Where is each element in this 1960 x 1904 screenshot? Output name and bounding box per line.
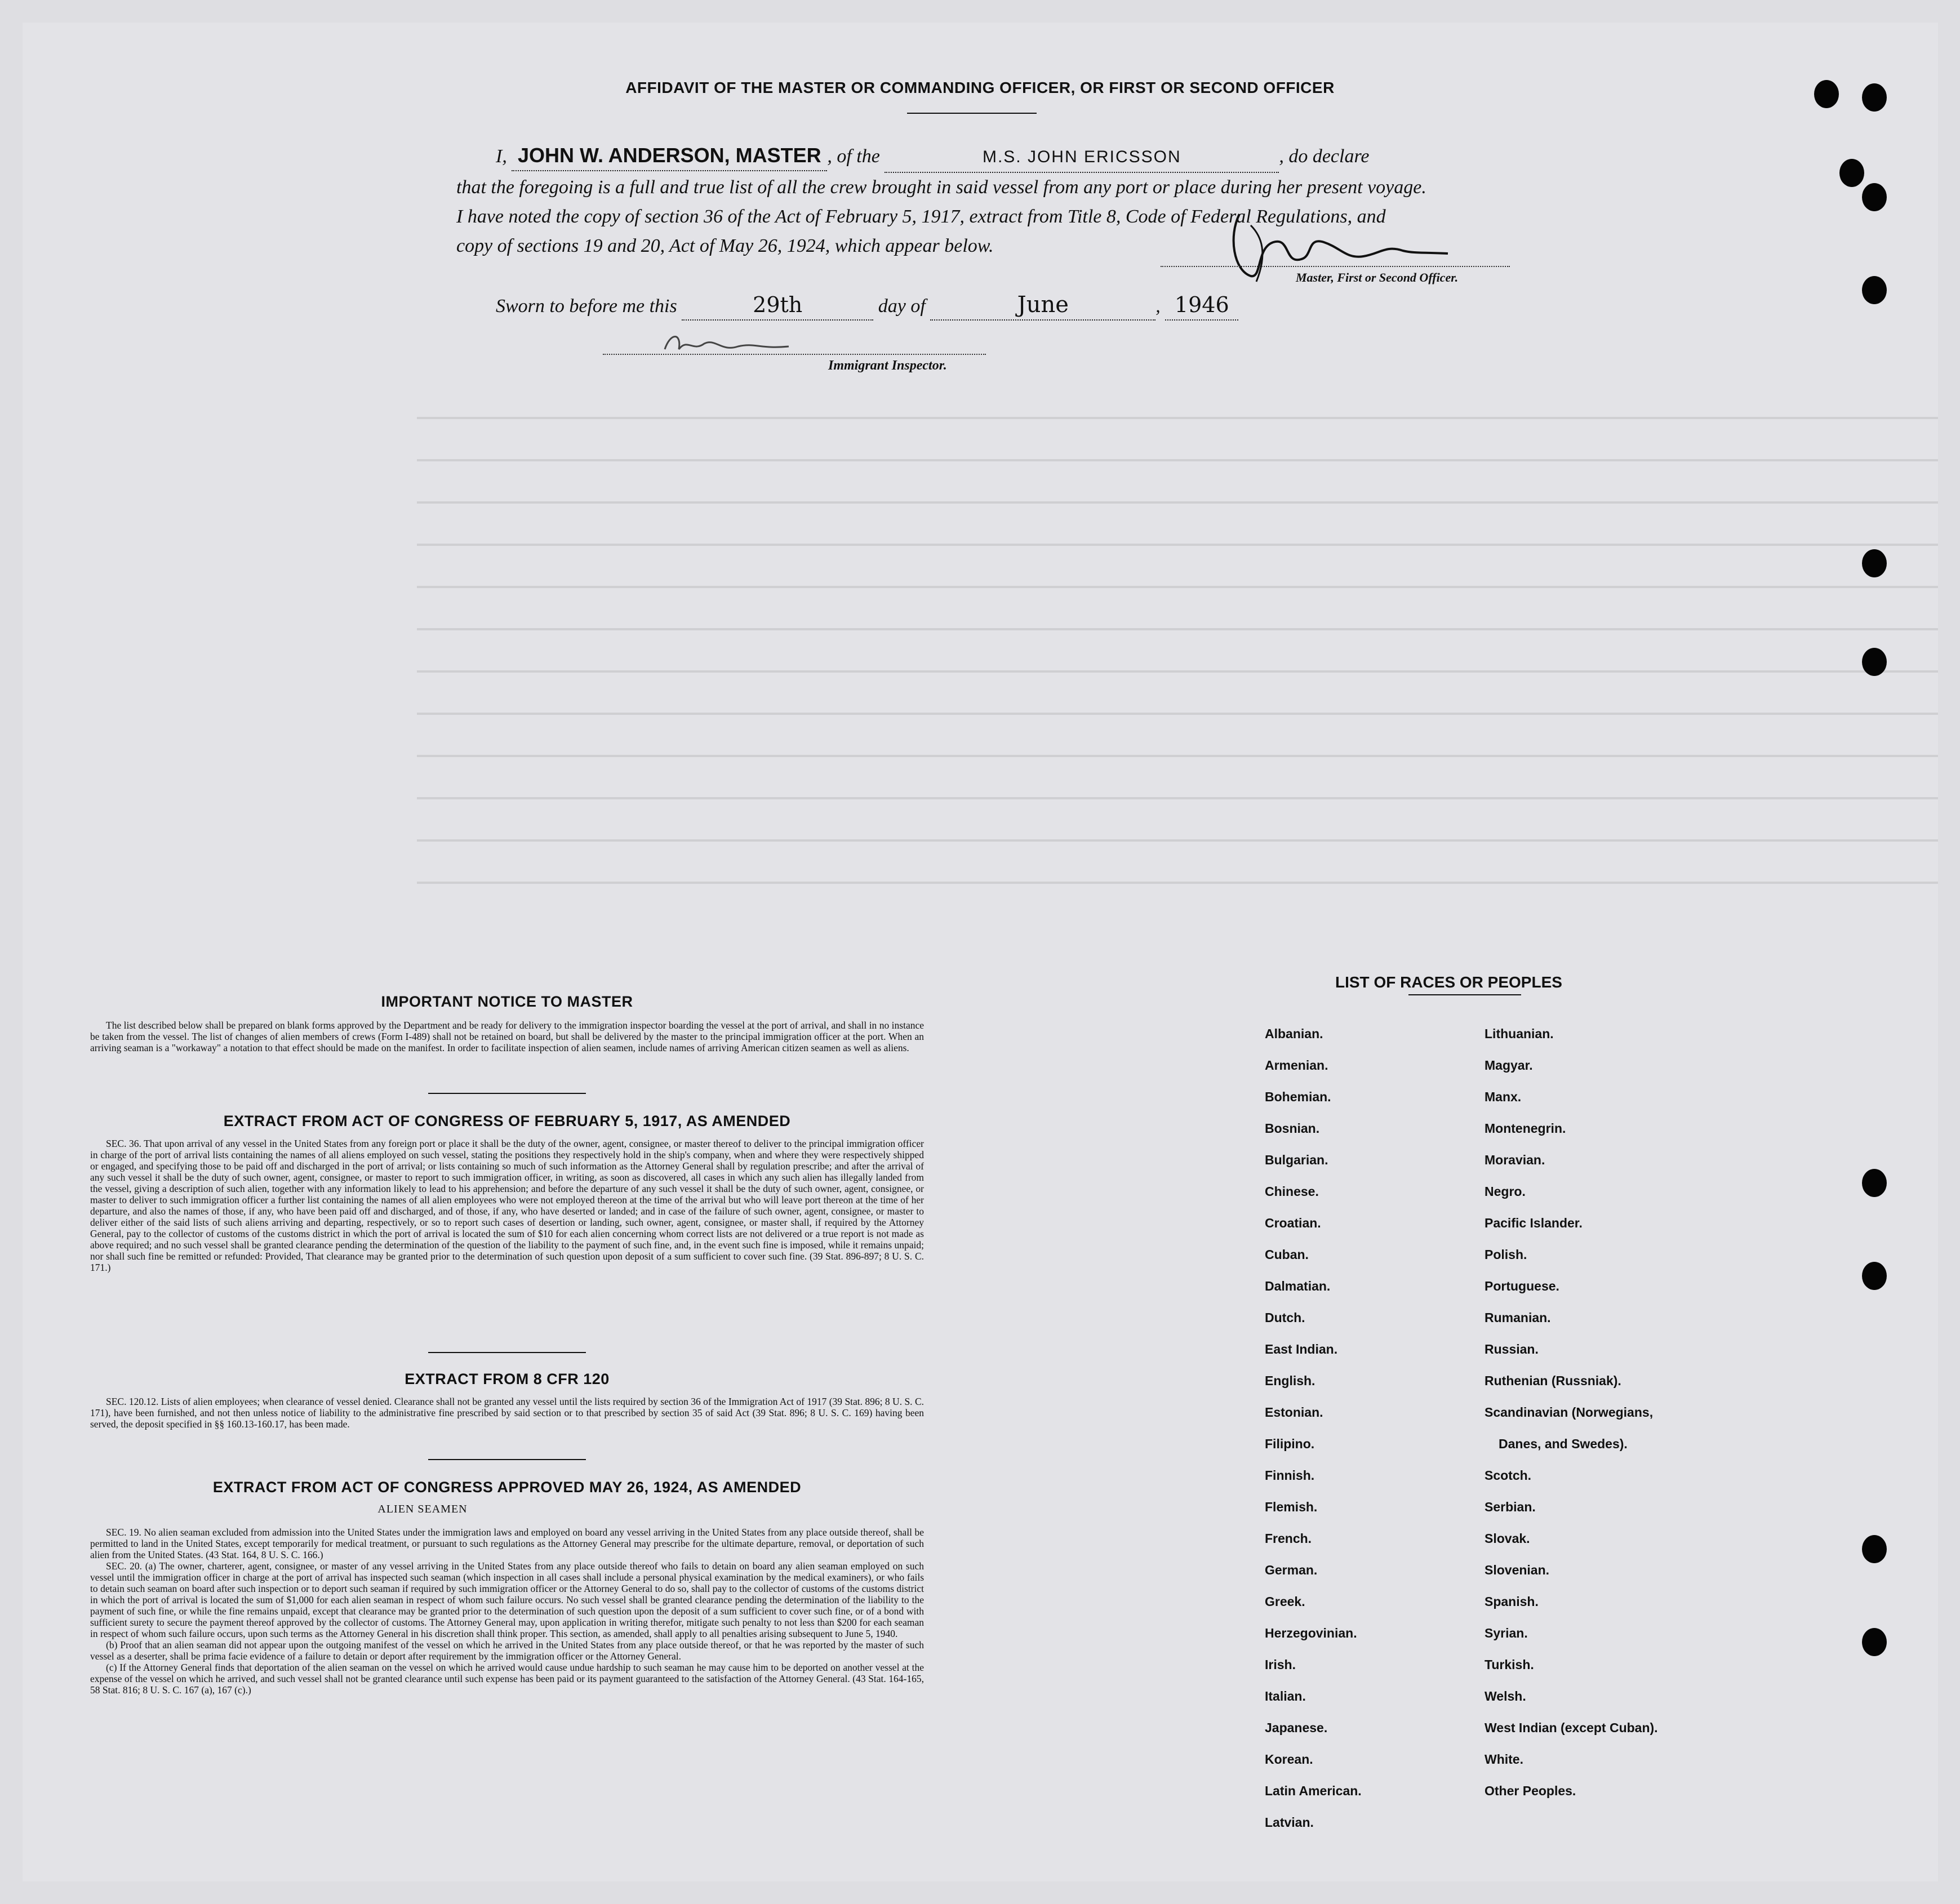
affidavit-line-3: I have noted the copy of section 36 of the Act of February 5, 1917, extract from Title 8, Code of Federal Regulations, and [456,206,1386,227]
vessel-name: M.S. JOHN ERICSSON [885,143,1279,173]
race-item: Scotch. [1485,1468,1532,1483]
race-item: English. [1265,1373,1315,1388]
alien-seamen-subtitle: ALIEN SEAMEN [377,1503,468,1515]
race-item: Estonian. [1265,1405,1323,1420]
race-item: Dalmatian. [1265,1279,1331,1293]
race-item: Filipino. [1265,1436,1315,1451]
extract-cfr-text: SEC. 120.12. Lists of alien employees; when clearance of vessel denied. Clearance shall not be granted any vessel until the lists required by section 36 of the Immigration Act of 1917 (39 Stat. 896; 8 U. S. C. 171), have been furnished, and not then unless notice of liability to the administrative fine prescribed by said section or to that prescribed by section 35 of said Act (39 Stat. 896; 8 U. S. C. 169) having been served, the deposit specified in §§ 160.13-160.17, has been made. [90,1396,924,1430]
master-name: JOHN W. ANDERSON, MASTER [512,141,827,171]
extract-cfr-title: EXTRACT FROM 8 CFR 120 [405,1371,610,1387]
race-item: White. [1485,1752,1523,1767]
race-item: Korean. [1265,1752,1313,1767]
race-item: Other Peoples. [1485,1783,1576,1798]
race-item: Scandinavian (Norwegians, [1485,1405,1654,1420]
races-title: LIST OF RACES OR PEOPLES [1335,973,1562,991]
race-item: Finnish. [1265,1468,1315,1483]
affidavit-line-1: I, JOHN W. ANDERSON, MASTER , of the M.S. JOHN ERICSSON , do declare [456,141,1527,173]
divider-3 [428,1459,586,1460]
affidavit-line-4: copy of sections 19 and 20, Act of May 26, 1924, which appear below. [456,235,994,256]
race-item: Turkish. [1485,1657,1534,1672]
inspector-signature [659,327,806,361]
notice-title: IMPORTANT NOTICE TO MASTER [381,993,633,1010]
extract-1924-title: EXTRACT FROM ACT OF CONGRESS APPROVED MAY 26, 1924, AS AMENDED [212,1479,802,1496]
race-item: Welsh. [1485,1689,1526,1703]
race-item: Croatian. [1265,1216,1321,1230]
sworn-day: 29th [682,290,873,321]
race-item: Ruthenian (Russniak). [1485,1373,1621,1388]
punch-hole-9 [1862,1262,1887,1290]
extract-1924-text: SEC. 19. No alien seaman excluded from admission into the United States under the immigration laws and employed on board any vessel arriving in the United States from any place outside thereof, shall be permitted to land in the United States, except temporarily for medical treatment, or pursuant to such regulations as the Attorney General may prescribe for the ultimate departure, removal, or deportation of such alien from the United States. (43 Stat. 164, 8 U. S. C. 166.) SEC. 20. (a) The owner, charterer, agent, consignee, or master of any vessel arriving in the United States from any place outside thereof who fails to detain on board any alien seaman employed on such vessel until the immigration officer in charge at the port of arrival has inspected such seaman (which inspection in all cases shall include a personal physical examination by the medical examiners), or who fails to detain such seaman on board after such inspection or to deport such seaman if required by such immigration officer or the Attorney General to do so, shall pay to the collector of customs of the customs district in which the port of arrival is located the sum of $1,000 for each alien seaman in respect of whom such failure occurs. No such vessel shall be granted clearance pending the determination of the liability to the payment of such fine, or while the fine remains unpaid, except that clearance may be granted prior to the determination of such question upon the deposit of a sum sufficient to cover such fine, or of a bond with sufficient surety to secure the payment thereof approved by the collector of customs. The Attorney General may, upon application in writing therefor, mitigate such penalty to not less than $200 for each seaman in respect of whom such failure occurs, upon such terms as the Attorney General in his discretion shall think proper. This section, as amended, shall apply to all penalties arising subsequent to June 5, 1940. (b) Proof that an alien seaman did not appear upon the outgoing manifest of the vessel on which he arrived in the United States from any place outside thereof, or that he was reported by the master of such vessel as a deserter, shall be prima facie evidence of a failure to detain or deport after requirement by the immigration officer or the Attorney General. (c) If the Attorney General finds that deportation of the alien seaman on the vessel on which he arrived would cause undue hardship to such seaman he may cause him to be deported on another vessel at the expense of the vessel on which he arrived, and such vessel shall not be granted clearance until such expense has been paid or its payment guaranteed to the satisfaction of the Attorney General. (43 Stat. 164-165, 58 Stat. 816; 8 U. S. C. 167 (a), 167 (c).) [90,1527,924,1696]
sworn-line: Sworn to before me this 29th day of June , 1946 [496,290,1285,321]
race-item: Herzegovinian. [1265,1626,1357,1640]
race-item: Pacific Islander. [1485,1216,1583,1230]
divider-2 [428,1352,586,1353]
inspector-line [603,354,986,355]
race-item: Bohemian. [1265,1089,1331,1104]
race-item: Serbian. [1485,1500,1536,1514]
race-item: Albanian. [1265,1026,1323,1041]
notice-text: The list described below shall be prepared on blank forms approved by the Department and be ready for delivery to the immigration inspector boarding the vessel at the port of arrival, and shall in no instance be taken from the vessel. The list of changes of alien members of crews (Form I-489) shall not be retained on board, but shall be delivered by the master to the principal immigration officer at the port. When an arriving seaman is a "workaway" a notation to that effect should be made on the manifest. In order to facilitate inspection of alien seamen, include names of arriving American citizen seamen as well as aliens. [90,1020,924,1053]
race-item: Slovenian. [1485,1563,1550,1577]
sworn-year: 1946 [1165,290,1238,321]
race-item: Montenegrin. [1485,1121,1566,1136]
race-item: Dutch. [1265,1310,1305,1325]
race-item: Flemish. [1265,1500,1318,1514]
affidavit-title: AFFIDAVIT OF THE MASTER OR COMMANDING OFFICER, OR FIRST OR SECOND OFFICER [625,79,1335,96]
divider-1 [428,1093,586,1094]
race-item: Syrian. [1485,1626,1528,1640]
race-item: Greek. [1265,1594,1305,1609]
race-item: Latvian. [1265,1815,1314,1830]
race-item: Danes, and Swedes). [1499,1436,1628,1451]
race-item: German. [1265,1563,1318,1577]
punch-hole-7 [1862,648,1887,676]
sworn-month: June [930,290,1155,321]
race-item: Armenian. [1265,1058,1328,1073]
race-item: Magyar. [1485,1058,1533,1073]
race-item: Manx. [1485,1089,1522,1104]
extract-1917-title: EXTRACT FROM ACT OF CONGRESS OF FEBRUARY 5, 1917, AS AMENDED [223,1113,791,1129]
race-item: Spanish. [1485,1594,1539,1609]
punch-hole-6 [1862,549,1887,577]
race-item: Bosnian. [1265,1121,1320,1136]
race-item: Negro. [1485,1184,1526,1199]
race-item: Bulgarian. [1265,1153,1328,1167]
race-item: Italian. [1265,1689,1306,1703]
extract-1917-text: SEC. 36. That upon arrival of any vessel in the United States from any foreign port or place it shall be the duty of the owner, agent, consignee, or master thereof to deliver to the principal immigration officer in charge of the port of arrival lists containing the names of all aliens employed on such vessel, stating the positions they respectively hold in the ship's company, when and where they were respectively shipped or engaged, and specifying those to be paid off and discharged in the port of arrival; or lists containing so much of such information as the Attorney General shall by regulation prescribe; and after the arrival of any such vessel it shall be the duty of such owner, agent, consignee, or master to report to such immigration officer, in writing, as soon as discovered, all cases in which any such alien has illegally landed from the vessel, giving a description of such alien, together with any information likely to lead to his apprehension; and before the departure of any such vessel it shall be the duty of such owner, agent, consignee, or master to deliver to such immigration officer a further list containing the names of all alien employees who were not employed thereon at the time of the arrival but who will leave port thereon at the time of her departure, and also the names of those, if any, who have been paid off and discharged, and of those, if any, who have deserted or landed; and in case of the failure of such owner, agent, consignee, or master to deliver either of the said lists of such aliens arriving and departing, respectively, or so to report such cases of desertion or landing, such owner, agent, consignee, or master shall, if required by the Attorney General, pay to the collector of customs of the customs district in which the port of arrival is located the sum of $10 for each alien concerning whom correct lists are not delivered or a true report is not made as above required; and no such vessel shall be granted clearance pending the determination of the question of the liability to the payment of such fine, and, in the event such fine is imposed, while it remains unpaid; nor shall such fine be remitted or refunded: Provided, That clearance may be granted prior to the determination of such question upon deposit of a sum sufficient to cover such fine. (39 Stat. 896-897; 8 U. S. C. 171.) [90,1138,924,1273]
race-item: West Indian (except Cuban). [1485,1720,1658,1735]
signature-line [1161,266,1510,267]
race-item: Russian. [1485,1342,1539,1356]
affidavit-line-2: that the foregoing is a full and true list of all the crew brought in said vessel from any port or place during her present voyage. [456,177,1426,198]
race-item: Latin American. [1265,1783,1362,1798]
punch-hole-4 [1862,183,1887,211]
title-rule [907,113,1037,114]
punch-hole-11 [1862,1628,1887,1656]
punch-hole-10 [1862,1535,1887,1563]
race-item: Rumanian. [1485,1310,1551,1325]
race-item: Irish. [1265,1657,1296,1672]
race-item: French. [1265,1531,1312,1546]
race-item: Chinese. [1265,1184,1319,1199]
races-rule [1408,994,1521,995]
race-item: Japanese. [1265,1720,1328,1735]
race-item: Moravian. [1485,1153,1545,1167]
race-item: Cuban. [1265,1247,1309,1262]
punch-hole-5 [1862,276,1887,304]
race-item: Portuguese. [1485,1279,1559,1293]
signature-label: Master, First or Second Officer. [1296,270,1459,284]
race-item: Polish. [1485,1247,1527,1262]
punch-hole-3 [1839,159,1864,187]
race-item: Lithuanian. [1485,1026,1554,1041]
race-item: East Indian. [1265,1342,1338,1356]
race-item: Slovak. [1485,1531,1530,1546]
punch-hole-8 [1862,1169,1887,1197]
inspector-label: Immigrant Inspector. [828,358,947,373]
